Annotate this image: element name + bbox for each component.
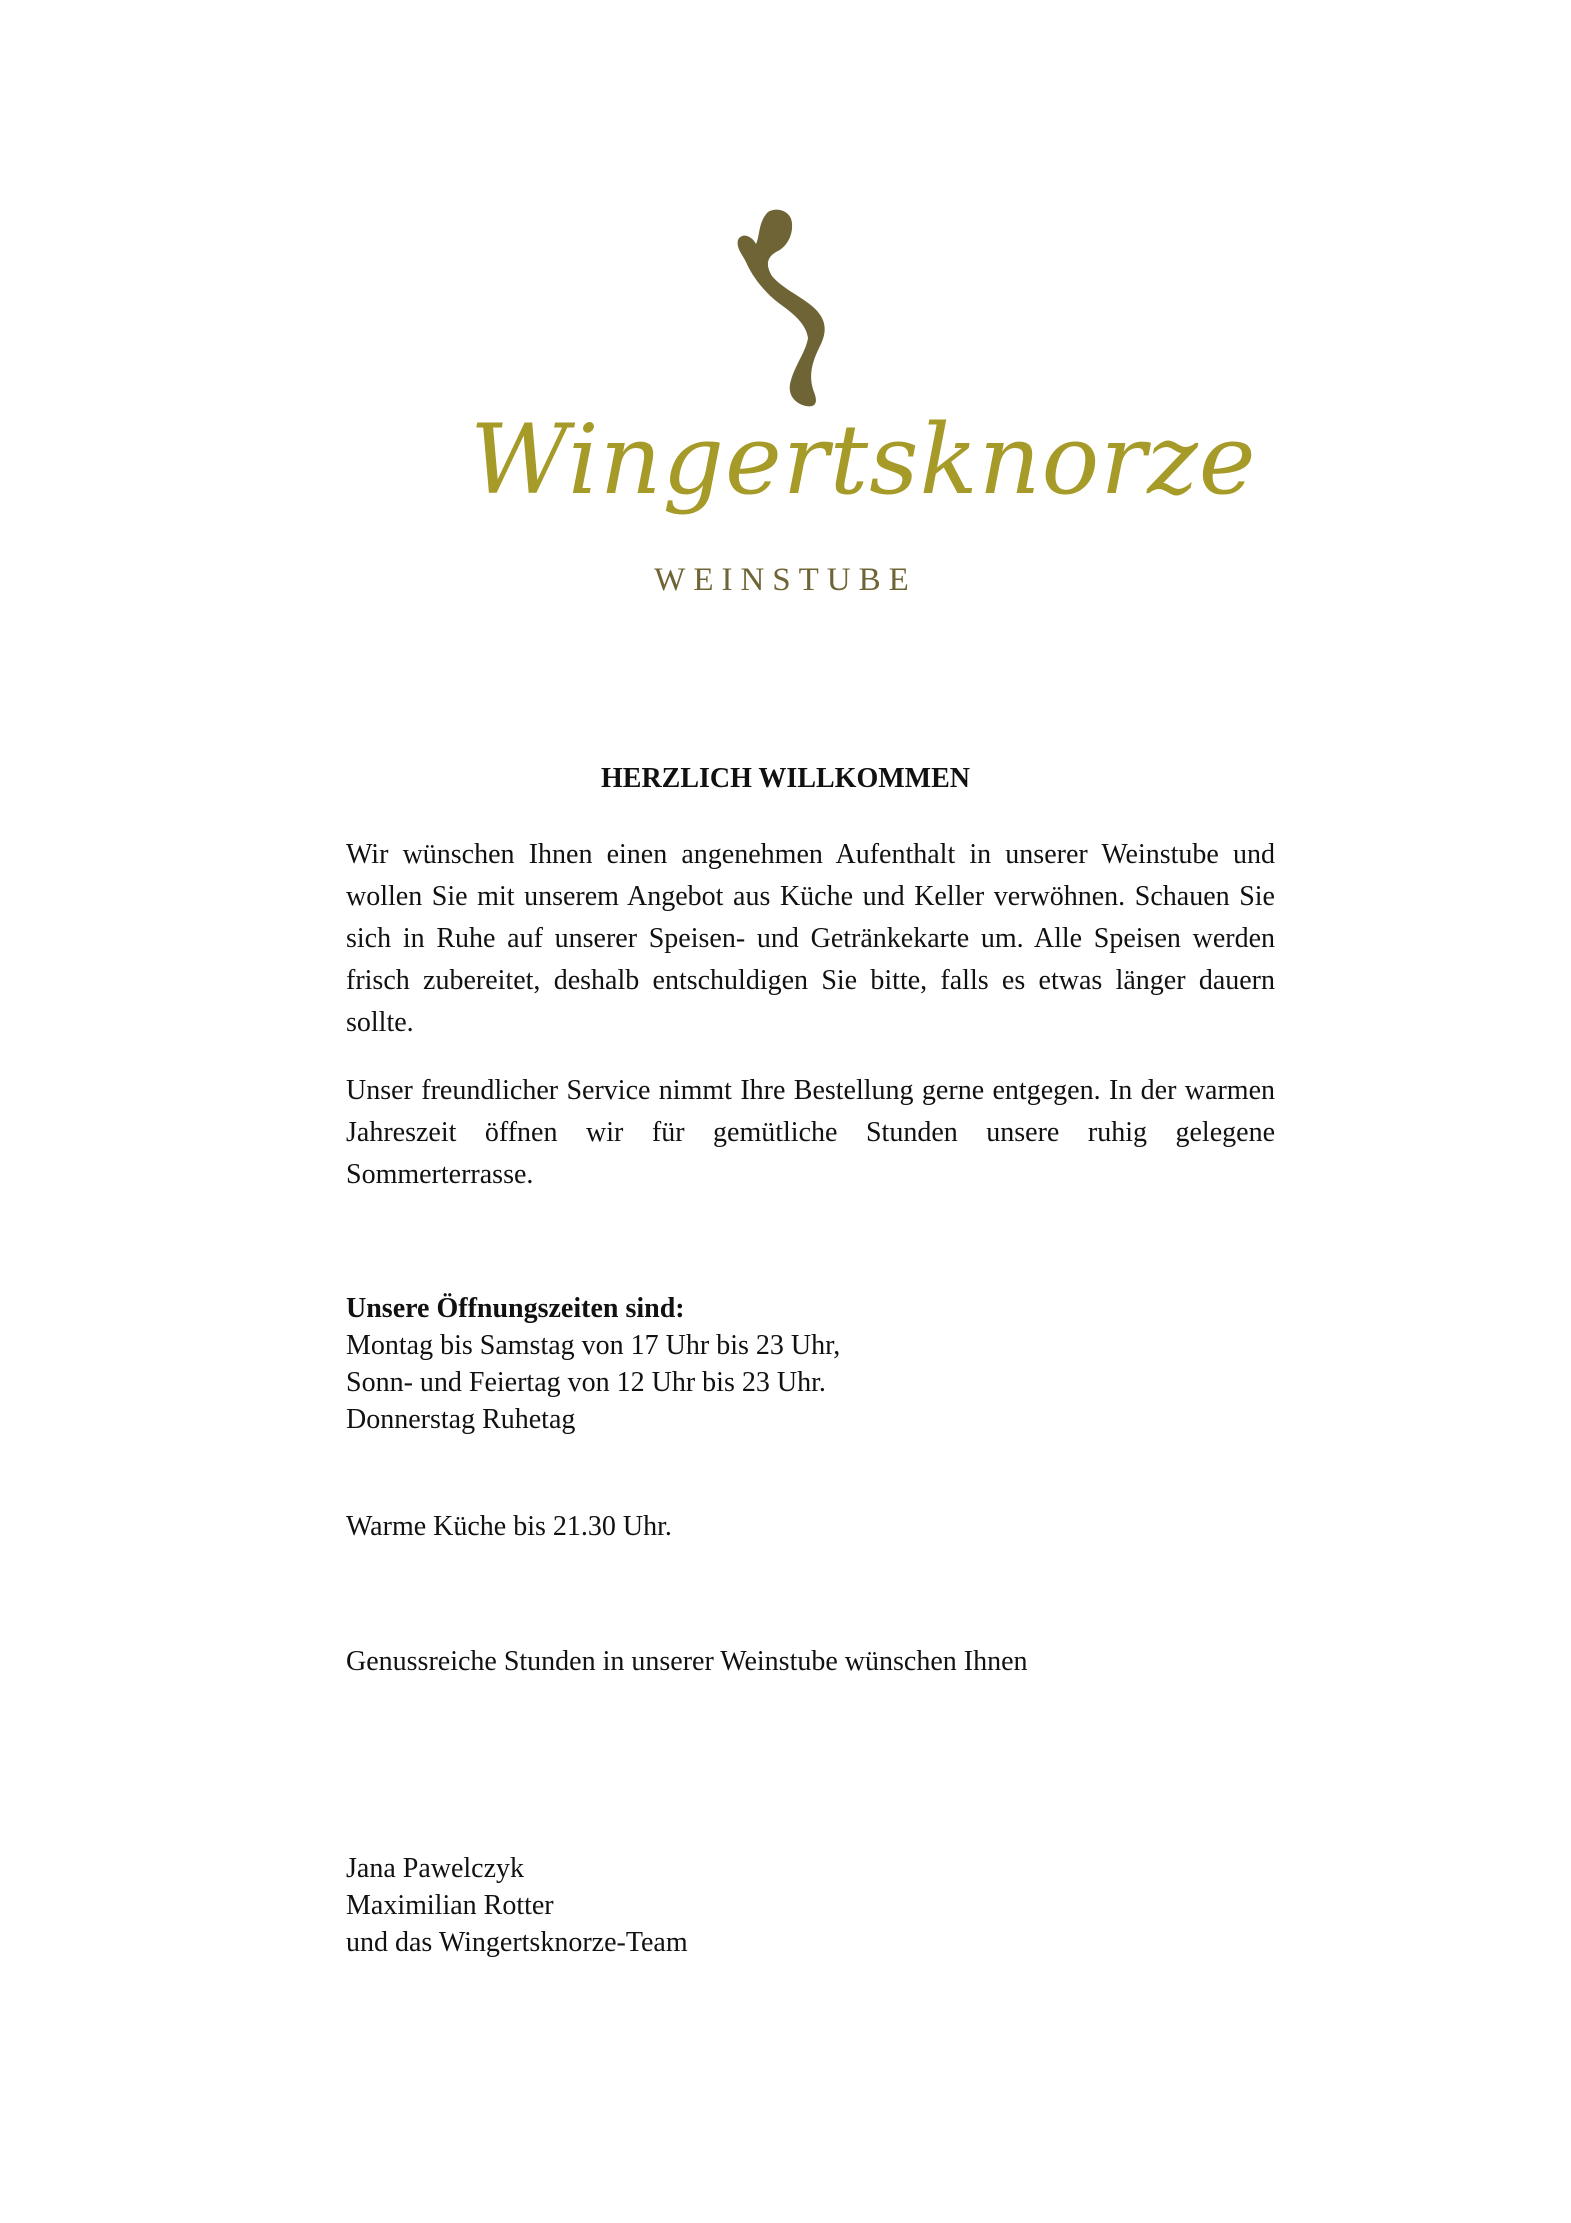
closing-line: Genussreiche Stunden in unserer Weinstube wünschen Ihnen (346, 1646, 1028, 1677)
vine-figure-icon (0, 0, 1571, 640)
kitchen-hours: Warme Küche bis 21.30 Uhr. (346, 1511, 672, 1542)
service-paragraph: Unser freundlicher Service nimmt Ihre Bestellung gerne entgegen. In der warmen Jahreszeit öffnen wir für gemütliche Stunden unsere ruhig gelegene Sommerterrasse. (346, 1075, 1275, 1190)
opening-hours (346, 1290, 840, 1438)
logo (0, 0, 1571, 640)
signature-team: und das Wingertsknorze-Team (346, 1927, 688, 1958)
opening-hours-line: Donnerstag Ruhetag (346, 1404, 576, 1435)
welcome-paragraph: Wir wünschen Ihnen einen angenehmen Aufenthalt in unserer Weinstube und wollen Sie mit unserem Angebot aus Küche und Keller verwöhnen. Schauen Sie sich in Ruhe auf unserer Speisen- und Getränkekarte um. Alle Speisen werden frisch zubereitet, deshalb entschuldigen Sie bitte, falls es etwas länger dauern sollte. (346, 839, 1275, 1038)
signature-name: Jana Pawelczyk (346, 1853, 525, 1884)
signature (346, 1850, 688, 1961)
logo-wordmark: Wingertsknorze (470, 404, 1257, 516)
opening-hours-line: Montag bis Samstag von 17 Uhr bis 23 Uhr, (346, 1330, 841, 1361)
opening-hours-title: Unsere Öffnungszeiten sind: (346, 1293, 685, 1324)
page-title: HERZLICH WILLKOMMEN (601, 763, 970, 794)
opening-hours-line: Sonn- und Feiertag von 12 Uhr bis 23 Uhr. (346, 1367, 826, 1398)
logo-subtitle: WEINSTUBE (654, 562, 917, 598)
signature-name: Maximilian Rotter (346, 1890, 554, 1921)
